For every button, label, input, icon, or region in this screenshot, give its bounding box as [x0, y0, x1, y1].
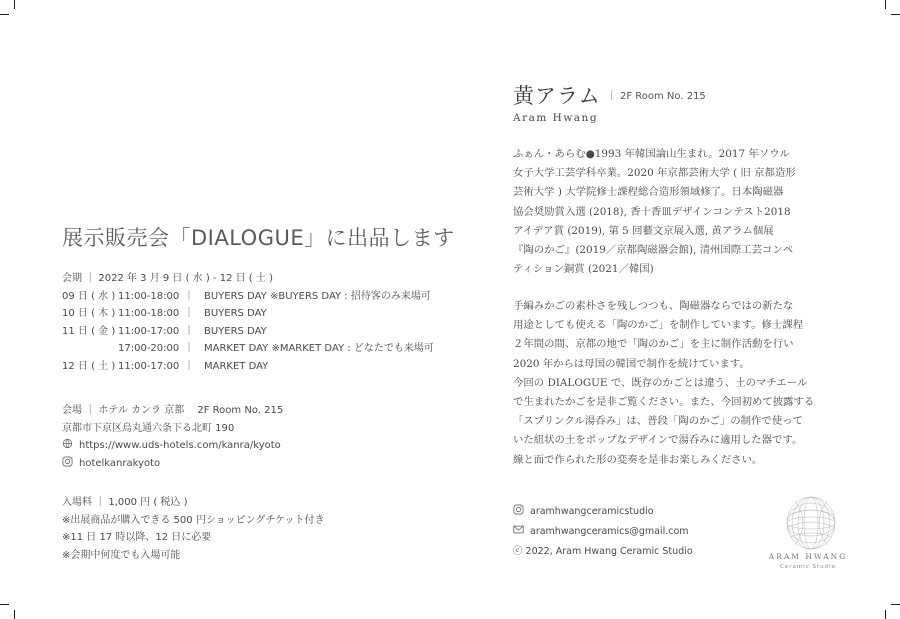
crop-mark — [885, 0, 886, 9]
schedule-day: 11 日 ( 金 ) — [62, 325, 116, 337]
schedule-note: ｜ MARKET DAY — [184, 360, 269, 372]
copyright: ⓒ 2022, Aram Hwang Ceramic Studio — [513, 546, 693, 557]
artist-bio — [513, 145, 849, 279]
fee-note: ※出展商品が購入できる 500 円ショッピングチケット付き — [62, 514, 325, 526]
artist-instagram-row[interactable] — [513, 502, 693, 522]
schedule-time: 17:00-20:00 — [118, 343, 180, 355]
venue-url-link[interactable]: https://www.uds-hotels.com/kanra/kyoto — [79, 440, 281, 451]
artist-statement — [513, 297, 849, 470]
venue-url-row[interactable] — [62, 437, 283, 455]
statement-line: 今回の DIALOGUE で、既存のかごとは違う、土のマチエール — [513, 376, 808, 389]
bio-line: 芸術大学 ) 大学院修士課程総合造形領域修了。日本陶磁器 — [513, 186, 784, 199]
artist-room: ｜ 2F Room No. 215 — [606, 91, 706, 102]
instagram-icon — [513, 504, 524, 515]
venue-address: 京都市下京区烏丸通六条下る北町 190 — [62, 422, 235, 434]
fee-note: ※会期中何度でも入場可能 — [62, 549, 181, 561]
bio-line: ふぁん・あらむ●1993 年韓国論山生まれ。2017 年ソウル — [513, 148, 790, 160]
schedule-time: 11:00-17:00 — [118, 325, 180, 337]
statement-line: 用途としても使える「陶のかご」を制作しています。修士課程 — [513, 319, 804, 332]
artist-header — [513, 80, 706, 110]
bio-line: アイデア賞 (2019), 第 5 回藝文京展入選, 黄アラム個展 — [513, 224, 774, 237]
bio-line: ティション銅賞 (2021／韓国) — [513, 263, 654, 276]
event-period — [62, 270, 434, 376]
schedule-row — [62, 340, 434, 358]
schedule-row — [62, 305, 434, 323]
logo-subtitle: Ceramic Studio — [779, 564, 837, 570]
schedule-note: ｜ BUYERS DAY — [184, 308, 267, 320]
statement-line: 線と面で作られた形の変奏を是非お楽しみください。 — [513, 453, 763, 466]
schedule-row — [62, 288, 434, 306]
crop-mark — [891, 604, 900, 605]
artist-name-en: Aram Hwang — [513, 112, 599, 124]
crop-mark — [0, 604, 9, 605]
schedule-time: 11:00-18:00 — [118, 290, 180, 302]
venue-label: 会場 ｜ ホテル カンラ 京都 2F Room No. 215 — [62, 405, 284, 416]
artist-page — [513, 0, 853, 619]
statement-line: いた紐状の土をポップなデザインで湯呑みに適用した器です。 — [513, 434, 803, 447]
bio-line: 協会奨励賞入選 (2018), 香十香皿デザインコンテスト2018 — [513, 205, 791, 218]
crop-mark — [885, 610, 886, 619]
crop-mark — [891, 14, 900, 15]
schedule-time: 11:00-18:00 — [118, 308, 180, 320]
event-fee — [62, 494, 325, 564]
artist-email-link[interactable]: aramhwangceramics@gmail.com — [530, 526, 689, 537]
bio-line: 『陶のかご』(2019／京都陶磁器会館), 清州国際工芸コンペ — [513, 243, 794, 256]
crop-mark — [0, 14, 9, 15]
schedule-day: 09 日 ( 水 ) — [62, 290, 116, 302]
venue-instagram-handle[interactable]: hotelkanrakyoto — [79, 457, 161, 469]
schedule-note: ｜ BUYERS DAY ※BUYERS DAY : 招待客のみ来場可 — [184, 290, 431, 302]
logo-wordmark: ARAM HWANG — [768, 552, 848, 561]
artist-contacts — [513, 502, 693, 562]
artist-instagram-handle[interactable]: aramhwangceramicstudio — [530, 506, 654, 517]
statement-line: ２年間の間、京都の地で「陶のかご」を主に制作活動を行い — [513, 338, 794, 351]
schedule-time: 11:00-17:00 — [118, 360, 180, 372]
schedule-row — [62, 323, 434, 341]
schedule-row — [62, 358, 434, 376]
instagram-icon — [62, 456, 73, 467]
statement-line: 「スプリンクル湯呑み」は、普段「陶のかご」の制作で使って — [513, 415, 803, 428]
schedule-day: 10 日 ( 木 ) — [62, 308, 116, 320]
artist-name-ja: 黄アラム — [513, 84, 601, 108]
venue-instagram-row[interactable] — [62, 455, 283, 473]
schedule-note: ｜ MARKET DAY ※MARKET DAY : どなたでも来場可 — [184, 343, 434, 355]
crop-mark — [14, 0, 15, 9]
statement-line: で生まれたかごを是非ご覧ください。また、今回初めて披露する — [513, 395, 815, 408]
event-page — [62, 0, 462, 619]
event-venue — [62, 402, 283, 472]
mail-icon — [513, 524, 524, 535]
period-label: 会期 ｜ 2022 年 3 月 9 日 ( 水 ) - 12 日 ( 土 ) — [62, 273, 273, 284]
crop-mark — [14, 610, 15, 619]
statement-line: 手編みかごの素朴さを残しつつも、陶磁器ならではの新たな — [513, 300, 794, 312]
schedule-day: 12 日 ( 土 ) — [62, 360, 116, 372]
globe-icon — [62, 438, 73, 449]
statement-line: 2020 年からは母国の韓国で制作を続けています。 — [513, 357, 750, 370]
bio-line: 女子大学工芸学科卒業。2020 年京都芸術大学 ( 旧 京都造形 — [513, 167, 796, 180]
fee-label: 入場料 ｜ 1,000 円 ( 税込 ) — [62, 497, 188, 508]
artist-email-row[interactable] — [513, 522, 693, 542]
fee-note: ※11 日 17 時以降、12 日に必要 — [62, 532, 212, 543]
event-title: 展示販売会「DIALOGUE」に出品します — [62, 226, 455, 250]
schedule-note: ｜ BUYERS DAY — [184, 325, 267, 337]
